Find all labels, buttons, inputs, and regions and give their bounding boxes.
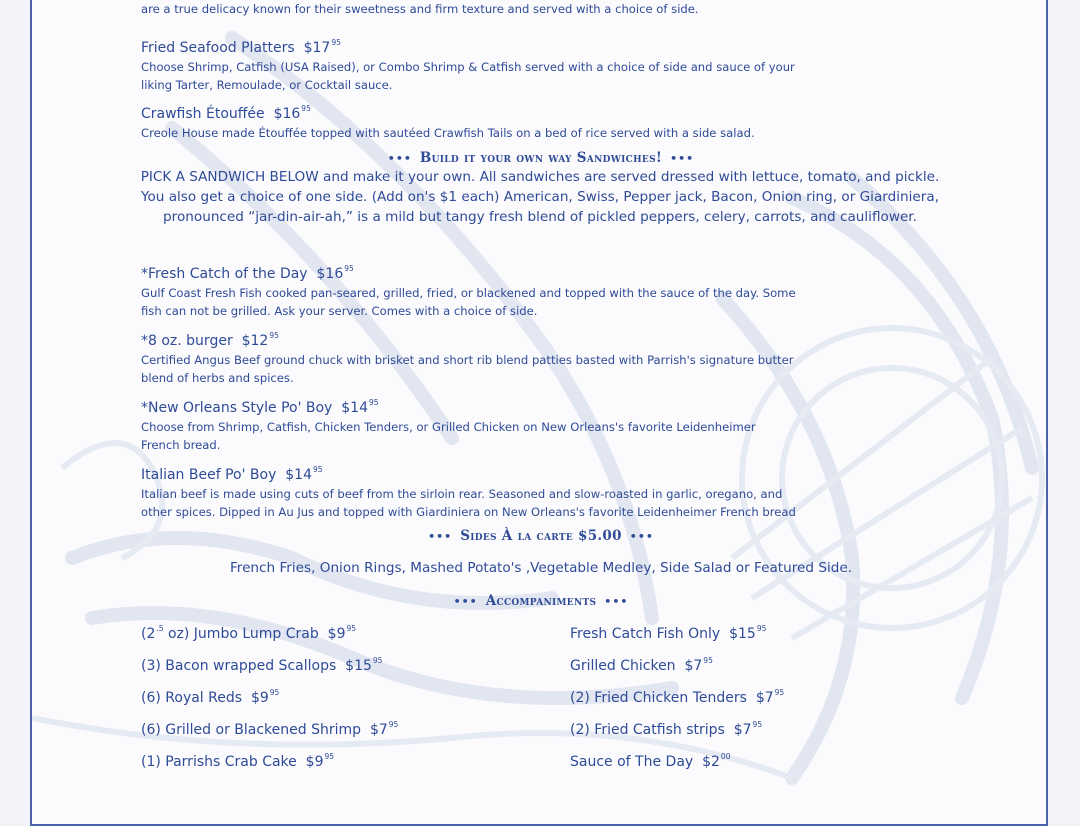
accompaniment-item: (2) Fried Catfish strips $\$7^{95}$ (570, 720, 763, 738)
item-price-cents: 95 (269, 331, 279, 340)
item-price-cents: 95 (372, 656, 383, 665)
menu-page (30, 0, 1048, 826)
item-price: $14 (285, 467, 312, 483)
item-name: Fried Seafood Platters (141, 40, 295, 56)
item-price-cents: 95 (344, 264, 354, 273)
item-price: $17 (303, 40, 331, 56)
item-price: $9 (305, 754, 324, 770)
item-description: Choose Shrimp, Catfish (USA Raised), or Combo Shrimp & Catfish served with a choice of side and sauce of your liking Tarter, Remoulade, or Cocktail sauce. (141, 60, 795, 92)
item-price-cents: 95 (388, 720, 399, 729)
accompaniment-item: (2) Fried Chicken Tenders $\$7^{95}$ (570, 688, 785, 706)
accompaniment-item: ($2^{.5}$ oz) Jumbo Lump Crab $\$9^{95}$ (141, 624, 357, 642)
accompaniments-section-heading: ••• Accompaniments ••• (453, 593, 629, 609)
item-name: *New Orleans Style Po' Boy (141, 400, 333, 416)
item-price-cents: 95 (331, 38, 341, 47)
menu-item-new-orleans-po-boy (141, 394, 901, 454)
item-name: *Fresh Catch of the Day (141, 266, 308, 282)
sides-section-heading: ••• Sides À la carte $5.00 ••• (428, 528, 654, 544)
menu-content (32, 0, 1048, 826)
item-price: $9 (250, 690, 269, 706)
sandwich-section-intro: PICK A SANDWICH BELOW and make it your own. All sandwiches are served dressed with lettuce, tomato, and pickle. You also get a choice of one side. (Add on's $1 each) American, Swiss, Pepper jack, Bacon, Onion ring, or Giardiniera, pronounced “jar-din-air-ah,” is a mild but tangy fresh blend of pickled peppers, celery, carrots, and cauliflower. (140, 169, 940, 225)
item-price: $12 (241, 333, 269, 349)
item-price: $16 (273, 106, 301, 122)
item-name: Italian Beef Po' Boy (141, 467, 277, 483)
item-description: Choose from Shrimp, Catfish, Chicken Tenders, or Grilled Chicken on New Orleans's favorite Leidenheimer French bread. (141, 420, 756, 452)
item-price-cents: 95 (774, 688, 785, 697)
item-price: $2 (702, 754, 720, 770)
accompaniment-item: (6) Royal Reds $\$9^{95}$ (141, 688, 280, 706)
menu-item-italian-beef-po-boy (141, 461, 901, 521)
accompaniment-item: Grilled Chicken $\$7^{95}$ (570, 656, 713, 674)
item-description: Certified Angus Beef ground chuck with brisket and short rib blend patties basted with Parrish's signature butter blend of herbs and spices. (141, 353, 794, 385)
item-description: Gulf Coast Fresh Fish cooked pan-seared, grilled, fried, or blackened and topped with the sauce of the day. Some fish can not be grilled. Ask your server. Comes with a choice of side. (141, 286, 796, 318)
sandwich-section-heading: ••• Build it your own way Sandwiches! ••• (387, 150, 695, 166)
item-price-cents: 95 (269, 688, 280, 697)
item-price-cents: 95 (703, 656, 713, 665)
item-price-cents: 95 (324, 752, 335, 761)
item-name: Crawfish Étouffée (141, 106, 265, 122)
item-price: $9 (327, 626, 346, 642)
item-price: $7 (369, 722, 388, 738)
item-price-cents: 95 (346, 624, 357, 633)
item-price-cents: 95 (756, 624, 767, 633)
item-price-cents: 95 (752, 720, 763, 729)
item-price: $15 (345, 658, 372, 674)
item-price: $7 (733, 722, 752, 738)
item-price: $14 (341, 400, 368, 416)
item-price-cents: 00 (720, 752, 731, 761)
item-price: $7 (755, 690, 774, 706)
item-price: $7 (684, 658, 703, 674)
sides-list: French Fries, Onion Rings, Mashed Potato's ,Vegetable Medley, Side Salad or Featured Side. (229, 560, 853, 576)
item-description: Creole House made Étouffée topped with sautéed Crawfish Tails on a bed of rice served with a side salad. (141, 126, 755, 140)
menu-item-crawfish-etouffee (141, 100, 901, 142)
item-price-cents: 95 (313, 465, 323, 474)
menu-item-fried-seafood-platters (141, 34, 901, 94)
item-price-cents: 95 (301, 104, 311, 113)
item-name: *8 oz. burger (141, 333, 233, 349)
accompaniment-item: Fresh Catch Fish Only $\$15^{95}$ (570, 624, 767, 642)
menu-item-burger (141, 327, 901, 387)
menu-item-fresh-catch (141, 260, 901, 320)
accompaniment-item: (1) Parrishs Crab Cake $\$9^{95}$ (141, 752, 335, 770)
item-price: $15 (729, 626, 756, 642)
item-description: Italian beef is made using cuts of beef from the sirloin rear. Seasoned and slow-roasted in garlic, oregano, and other spices. Dipped in Au Jus and topped with Giardiniera on New Orleans's favorite Leidenheimer French bread (141, 487, 796, 519)
accompaniment-item: (3) Bacon wrapped Scallops $\$15^{95}$ (141, 656, 383, 674)
previous-item-description: are a true delicacy known for their sweetness and firm texture and served with a choice of side. (141, 2, 699, 16)
accompaniment-item: (6) Grilled or Blackened Shrimp $\$7^{95}$ (141, 720, 399, 738)
accompaniment-item: Sauce of The Day $\$2^{00}$ (570, 752, 731, 770)
item-price-cents: 95 (368, 398, 379, 407)
item-price: $16 (316, 266, 344, 282)
